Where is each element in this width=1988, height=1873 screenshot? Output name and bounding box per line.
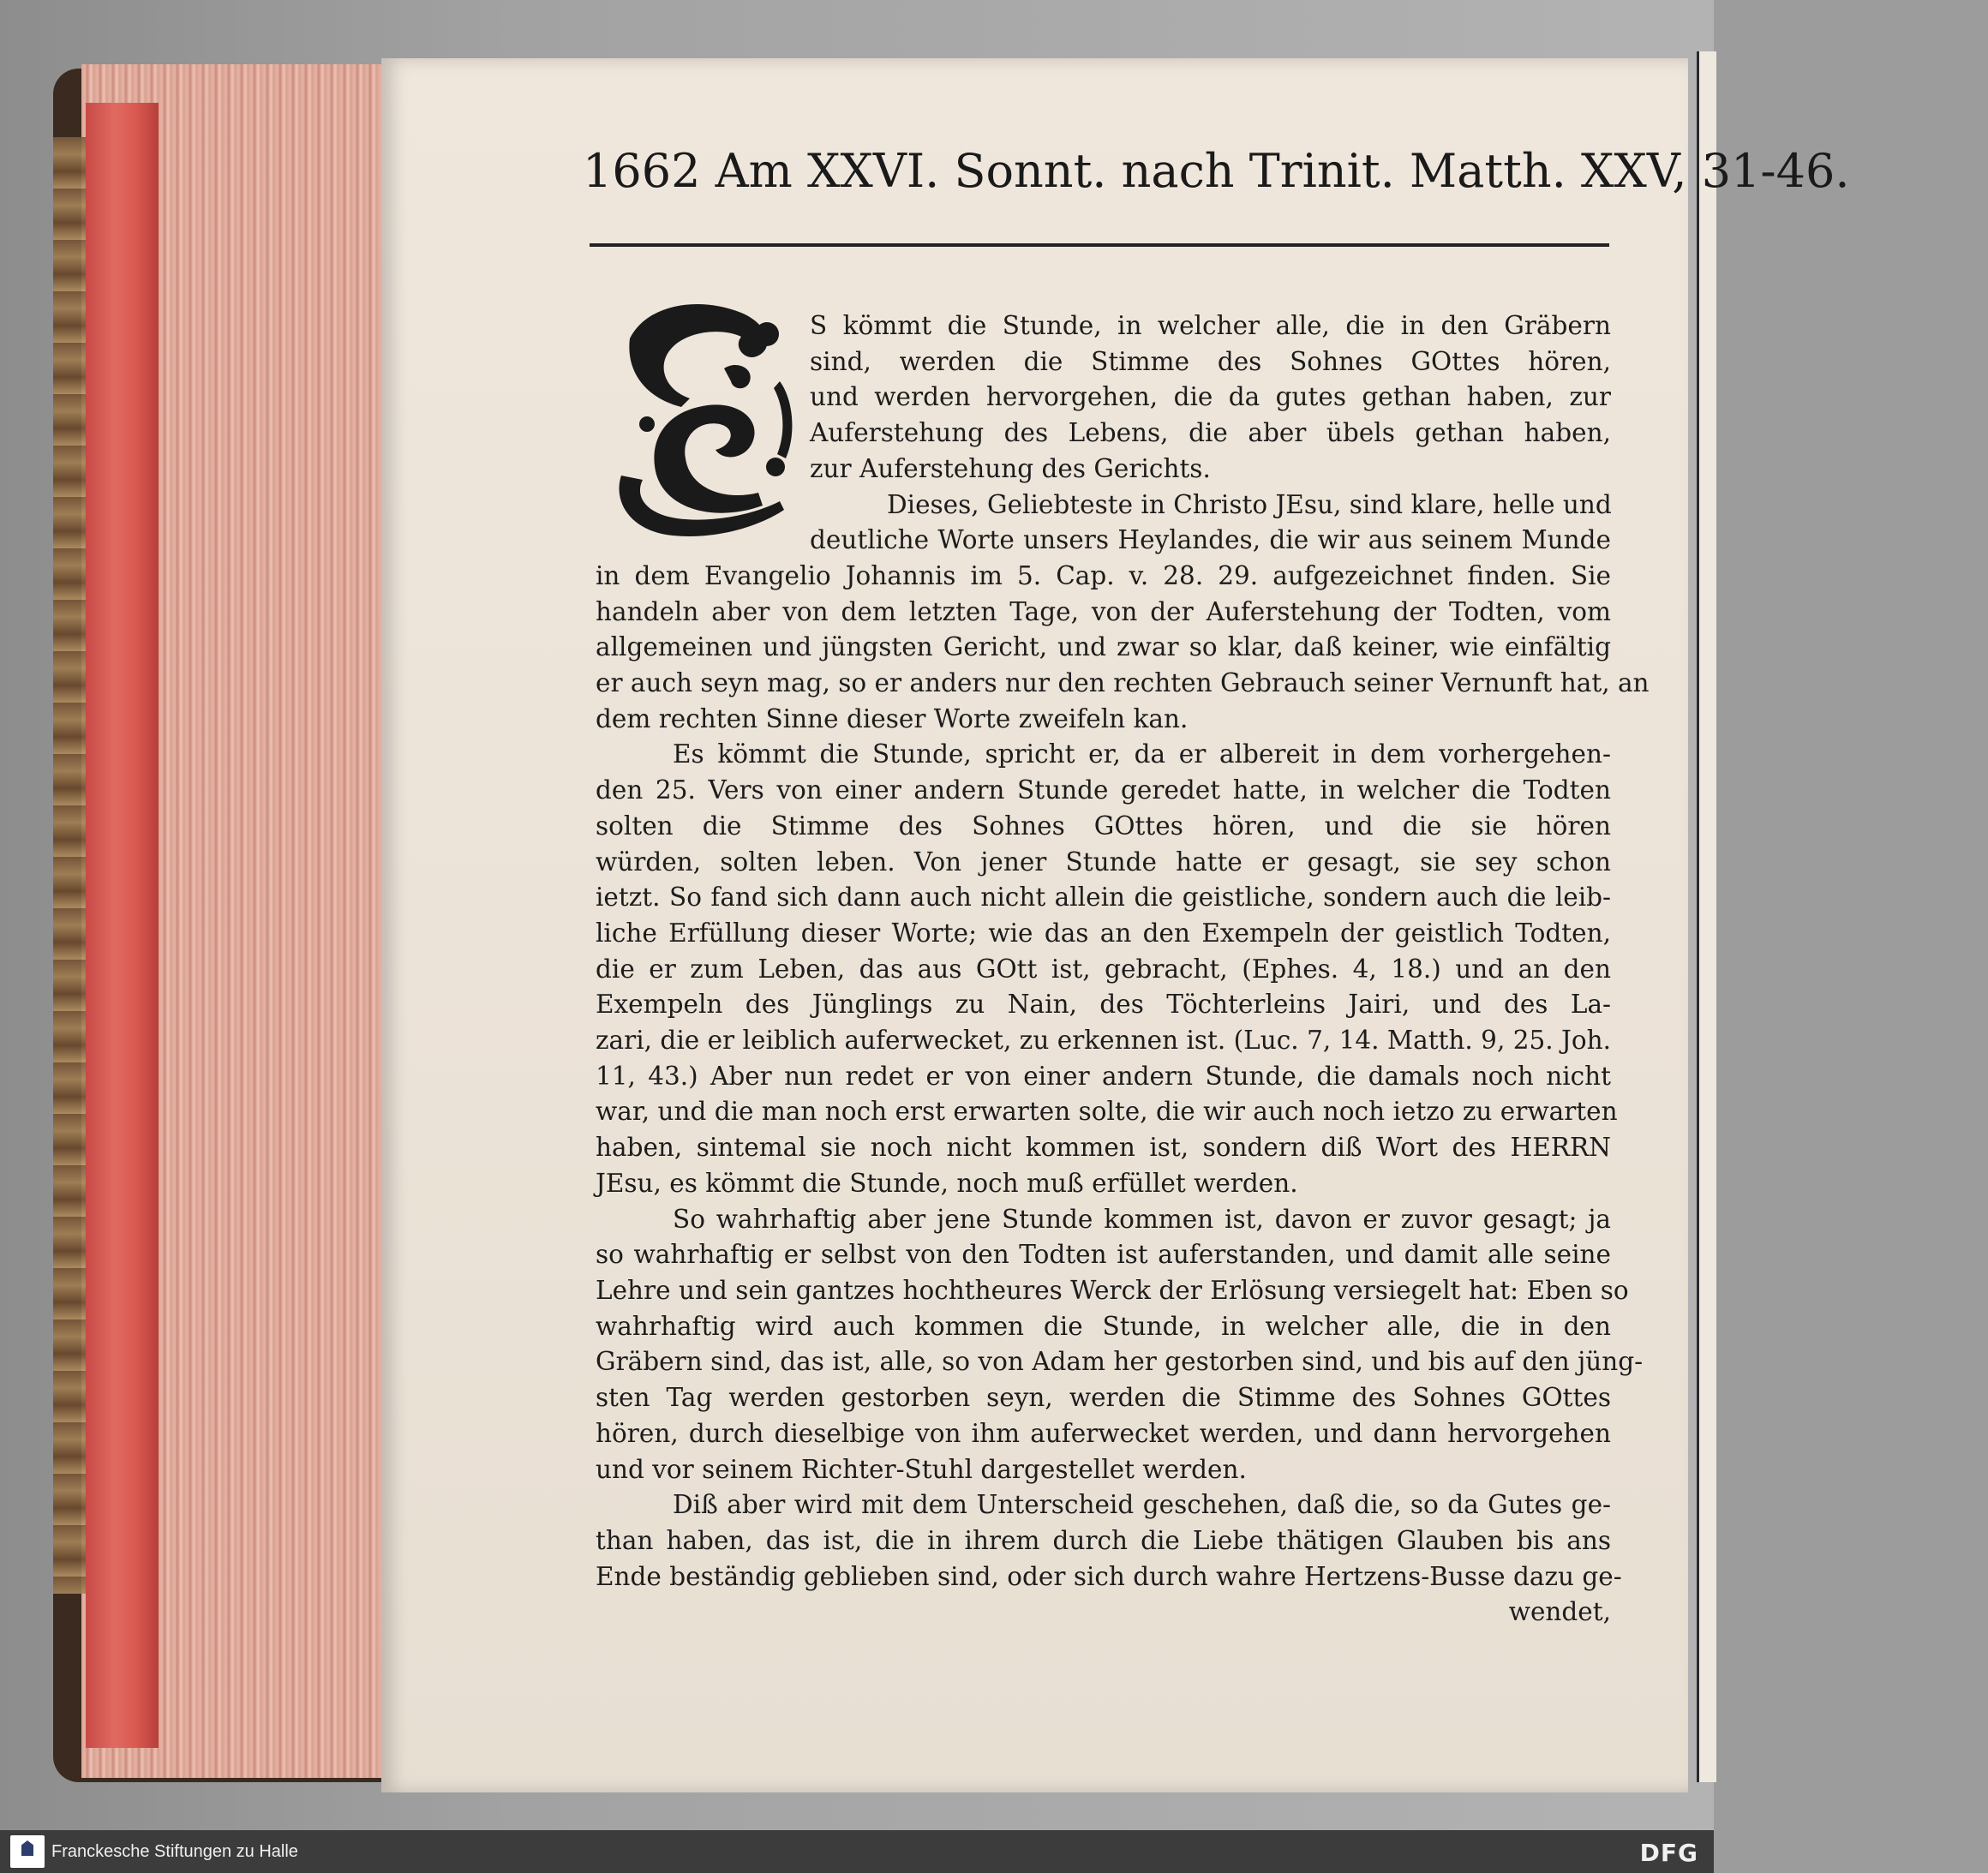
text-line: than haben, das ist, die in ihrem durch die Liebe thätigen Glauben bis ans bbox=[596, 1525, 1611, 1555]
text-line: handeln aber von dem letzten Tage, von der Auferstehung der Todten, vom bbox=[596, 596, 1611, 626]
header-rule bbox=[590, 243, 1609, 247]
text-line: 11, 43.) Aber nun redet er von einer andern Stunde, die damals noch nicht bbox=[596, 1061, 1611, 1091]
institution-logo-icon[interactable] bbox=[10, 1835, 45, 1868]
paragraph-4 bbox=[596, 1202, 1644, 1488]
text-line: sind, werden die Stimme des Sohnes GOttes hören, bbox=[810, 346, 1611, 376]
text-line: liche Erfüllung dieser Worte; wie das an den Exempeln der geistlich Todten, bbox=[596, 918, 1611, 948]
paragraph-5 bbox=[596, 1487, 1622, 1595]
text-line: wahrhaftig wird auch kommen die Stunde, in welcher alle, die in den bbox=[596, 1311, 1611, 1341]
text-line: würden, solten leben. Von jener Stunde hatte er gesagt, sie sey schon bbox=[596, 847, 1611, 877]
building-icon bbox=[21, 1840, 33, 1856]
body-text bbox=[596, 308, 1650, 1631]
text-line: Dieses, Geliebteste in Christo JEsu, sind klare, helle und bbox=[887, 489, 1612, 519]
facing-page-sliver bbox=[1697, 51, 1716, 1782]
text-line: und vor seinem Richter-Stuhl dargestellet werden. bbox=[596, 1454, 1247, 1484]
dfg-logo[interactable]: DFG bbox=[1639, 1839, 1698, 1867]
text-line: die er zum Leben, das aus GOtt ist, gebracht, (Ephes. 4, 18.) und an den bbox=[596, 954, 1611, 984]
text-line: den 25. Vers von einer andern Stunde geredet hatte, in welcher die Todten bbox=[596, 775, 1611, 805]
running-header bbox=[583, 133, 1988, 210]
text-line: und werden hervorgehen, die da gutes gethan haben, zur bbox=[810, 382, 1611, 412]
text-line: war, und die man noch erst erwarten solte, die wir auch noch ietzo zu erwarten bbox=[596, 1097, 1618, 1127]
text-line: allgemeinen und jüngsten Gericht, und zwar so klar, daß keiner, wie einfältig bbox=[596, 632, 1611, 662]
red-page-edge bbox=[86, 103, 159, 1748]
text-line: in dem Evangelio Johannis im 5. Cap. v. 28. 29. aufgezeichnet finden. Sie bbox=[596, 560, 1611, 590]
text-line: er auch seyn mag, so er anders nur den rechten Gebrauch seiner Vernunft hat, an bbox=[596, 668, 1650, 698]
footer-bar bbox=[0, 1830, 1714, 1873]
text-line: haben, sintemal sie noch nicht kommen ist, sondern diß Wort des HERRN bbox=[596, 1133, 1611, 1163]
institution-name[interactable]: Franckesche Stiftungen zu Halle bbox=[51, 1842, 298, 1861]
text-line: zari, die er leiblich auferwecket, zu erkennen ist. (Luc. 7, 14. Matth. 9, 25. Joh. bbox=[596, 1026, 1611, 1056]
paragraph-1 bbox=[810, 308, 1611, 488]
text-line: Es kömmt die Stunde, spricht er, da er albereit in dem vorhergehen- bbox=[673, 739, 1611, 769]
text-line: solten die Stimme des Sohnes GOttes hören, und die sie hören bbox=[596, 811, 1611, 841]
text-line: S kömmt die Stunde, in welcher alle, die in den Gräbern bbox=[810, 311, 1611, 340]
text-line: So wahrhaftig aber jene Stunde kommen ist, davon er zuvor gesagt; ja bbox=[673, 1204, 1611, 1234]
catchword: wendet, bbox=[1508, 1597, 1611, 1627]
text-line: Diß aber wird mit dem Unterscheid geschehen, daß die, so da Gutes ge- bbox=[673, 1490, 1611, 1520]
text-line: Gräbern sind, das ist, alle, so von Adam her gestorben sind, und bis auf den jüng- bbox=[596, 1347, 1644, 1377]
text-line: Auferstehung des Lebens, die aber übels gethan haben, bbox=[810, 418, 1611, 448]
text-line: hören, durch dieselbige von ihm auferwecket werden, und dann hervorgehen bbox=[596, 1418, 1611, 1448]
text-line: so wahrhaftig er selbst von den Todten ist auferstanden, und damit alle seine bbox=[596, 1240, 1611, 1270]
header-title: 1662 Am XXVI. Sonnt. nach Trinit. Matth. XXV, 31-46. bbox=[583, 144, 1850, 198]
text-line: dem rechten Sinne dieser Worte zweifeln kan. bbox=[596, 703, 1189, 733]
text-line: ietzt. So fand sich dann auch nicht allein die geistliche, sondern auch die leib- bbox=[596, 883, 1611, 913]
text-line: Ende beständig geblieben sind, oder sich durch wahre Hertzens-Busse dazu ge- bbox=[596, 1561, 1622, 1591]
text-line: Exempeln des Jünglings zu Nain, des Töchterleins Jairi, und des La- bbox=[596, 990, 1611, 1020]
text-line: deutliche Worte unsers Heylandes, die wir aus seinem Munde bbox=[810, 525, 1611, 555]
text-line: Lehre und sein gantzes hochtheures Werck der Erlösung versiegelt hat: Eben so bbox=[596, 1275, 1629, 1305]
text-line: sten Tag werden gestorben seyn, werden die Stimme des Sohnes GOttes bbox=[596, 1383, 1611, 1413]
paragraph-2 bbox=[596, 488, 1650, 738]
text-line: zur Auferstehung des Gerichts. bbox=[810, 453, 1211, 483]
paragraph-3 bbox=[596, 737, 1618, 1201]
text-line: JEsu, es kömmt die Stunde, noch muß erfüllet werden. bbox=[596, 1168, 1298, 1198]
